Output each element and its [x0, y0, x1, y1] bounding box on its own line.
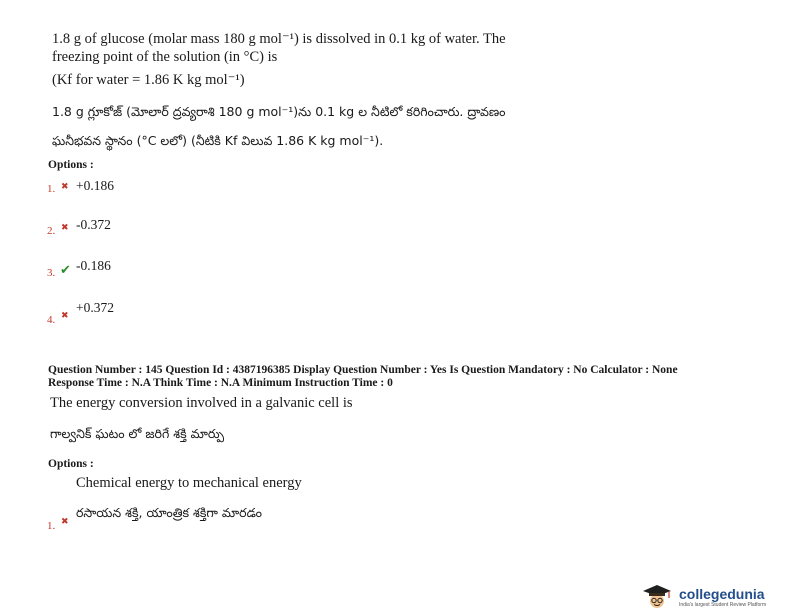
- wrong-mark-icon: ✖: [61, 181, 69, 191]
- collegedunia-mascot-icon: [640, 583, 674, 609]
- option-1-value[interactable]: +0.186: [76, 178, 114, 193]
- question-constant-line: (Kf for water = 1.86 K kg mol⁻¹): [52, 72, 245, 88]
- wrong-mark-icon: ✖: [61, 222, 69, 232]
- correct-check-icon: ✔: [60, 262, 71, 277]
- collegedunia-tagline: India's largest Student Review Platform: [679, 602, 767, 608]
- question-text-line-2: freezing point of the solution (in °C) is: [52, 49, 278, 65]
- collegedunia-logo-text: collegedunia: [679, 586, 765, 602]
- option-number: 1.: [47, 183, 56, 195]
- q2-option-1-text[interactable]: Chemical energy to mechanical energy: [76, 475, 302, 491]
- question-telugu-line-1: 1.8 g గ్లూకోజ్ (మోలార్ ద్రవ్యరాశి 180 g mol⁻¹)ను 0.1 kg ల నీటిలో కరిగించారు. ద్రావణం: [52, 104, 506, 119]
- options-label-2: Options :: [48, 458, 94, 470]
- option-number: 4.: [47, 314, 56, 326]
- option-4-value[interactable]: +0.372: [76, 300, 114, 315]
- option-2-value[interactable]: -0.372: [76, 217, 111, 232]
- question-text-line-1: 1.8 g of glucose (molar mass 180 g mol⁻¹) is dissolved in 0.1 kg of water. The: [52, 31, 506, 47]
- wrong-mark-icon: ✖: [61, 310, 69, 320]
- wrong-mark-icon: ✖: [61, 516, 69, 526]
- option-3-value[interactable]: -0.186: [76, 258, 111, 273]
- option-number: 1.: [47, 520, 56, 532]
- question-telugu-line-2: ఘనీభవన స్థానం (°C లలో) (నీటికి Kf విలువ 1.86 K kg mol⁻¹).: [52, 133, 384, 148]
- question-2-telugu: గాల్వనిక్ ఘటం లో జరిగే శక్తి మార్పు: [50, 426, 225, 441]
- option-number: 2.: [47, 225, 56, 237]
- q2-option-1-telugu: రసాయన శక్తి, యాంత్రిక శక్తిగా మారడం: [76, 505, 262, 520]
- options-label: Options :: [48, 159, 94, 171]
- option-number: 3.: [47, 267, 56, 279]
- question-meta-line-2: Response Time : N.A Think Time : N.A Minimum Instruction Time : 0: [48, 377, 393, 389]
- question-meta-line-1: Question Number : 145 Question Id : 4387196385 Display Question Number : Yes Is Question Mandatory : No Calculator : None: [48, 364, 678, 376]
- question-2-text: The energy conversion involved in a galvanic cell is: [50, 395, 353, 411]
